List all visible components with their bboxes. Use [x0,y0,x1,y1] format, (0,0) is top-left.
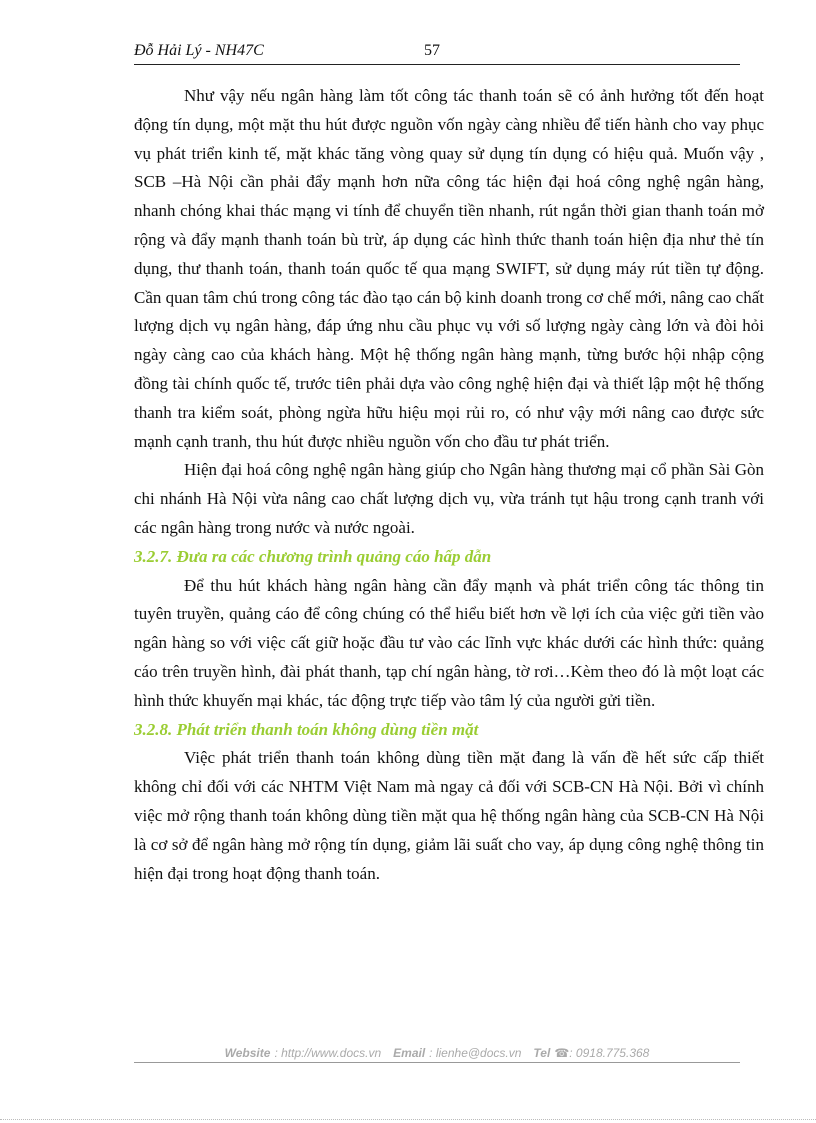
phone-icon: ☎ [554,1046,570,1060]
paragraph: Hiện đại hoá công nghệ ngân hàng giúp cho Ngân hàng thương mại cổ phần Sài Gòn chi nhánh Hà Nội vừa nâng cao chất lượng dịch vụ, vừa tránh tụt hậu trong cạnh tranh với các ngân hàng trong nước và nước ngoài. [134,460,764,537]
page-header [134,42,740,65]
footer-tel-label: Tel [533,1046,551,1060]
page-number: 57 [424,42,440,59]
footer-tel-value: : 0918.775.368 [569,1046,650,1060]
footer-email-label: Email [393,1046,426,1060]
section-heading-3-2-7: 3.2.7. Đưa ra các chương trình quảng cáo hấp dẫn [134,546,492,566]
footer-website-link[interactable]: : http://www.docs.vn [274,1046,382,1060]
paragraph: Như vậy nếu ngân hàng làm tốt công tác thanh toán sẽ có ảnh hưởng tốt đến hoạt động tín dụng, một mặt thu hút được nguồn vốn ngày càng nhiều để tiến hành cho vay phục vụ phát triển kinh tế, mặt khác tăng vòng quay sử dụng tín dụng có hiệu quả. Muốn vậy , SCB –Hà Nội cần phải đẩy mạnh hơn nữa công tác hiện đại hoá công nghệ ngân hàng, nhanh chóng khai thác mạng vi tính để chuyển tiền nhanh, rút ngắn thời gian thanh toán mở rộng và đẩy mạnh thanh toán bù trừ, áp dụng các hình thức thanh toán hiện địa như thẻ tín dụng, thư thanh toán, thanh toán quốc tế qua mạng SWIFT, sử dụng máy rút tiền tự động. Cần quan tâm chú trong công tác đào tạo cán bộ kinh doanh trong cơ chế mới, nâng cao chất lượng dịch vụ ngân hàng, đáp ứng nhu cầu phục vụ với số lượng ngày càng lớn và đòi hỏi ngày càng cao của khách hàng. Một hệ thống ngân hàng mạnh, từng bước hội nhập cộng đồng tài chính quốc tế, trước tiên phải dựa vào công nghệ hiện đại và thiết lập một hệ thống thanh tra kiểm soát, phòng ngừa hữu hiệu mọi rủi ro, có như vậy mới nâng cao được sức mạnh cạnh tranh, thu hút được nhiều nguồn vốn cho đầu tư phát triển. [134,86,764,451]
paragraph: Để thu hút khách hàng ngân hàng cần đẩy mạnh và phát triển công tác thông tin tuyên truyền, quảng cáo để công chúng có thể hiểu biết hơn về lợi ích của việc gửi tiền vào ngân hàng so với việc cất giữ hoặc đầu tư vào các lĩnh vực khác dưới các hình thức: quảng cáo trên truyền hình, đài phát thanh, tạp chí ngân hàng, tờ rơi…Kèm theo đó là một loạt các hình thức khuyến mại khác, tác động trực tiếp vào tâm lý của người gửi tiền. [134,575,764,710]
document-body [134,82,764,888]
page-footer [134,1044,740,1063]
paragraph: Việc phát triển thanh toán không dùng tiền mặt đang là vấn đề hết sức cấp thiết không chỉ đối với các NHTM Việt Nam mà ngay cả đối với SCB-CN Hà Nội. Bởi vì chính việc mở rộng thanh toán không dùng tiền mặt qua hệ thống ngân hàng của SCB-CN Hà Nội là cơ sở để ngân hàng mở rộng tín dụng, giảm lãi suất cho vay, áp dụng công nghệ thông tin hiện đại trong hoạt động thanh toán. [134,748,764,883]
section-heading-3-2-8: 3.2.8. Phát triển thanh toán không dùng tiền mặt [134,719,479,739]
page-edge-divider [0,1119,816,1120]
footer-email-link[interactable]: : lienhe@docs.vn [429,1046,522,1060]
header-author: Đỗ Hải Lý - NH47C [134,42,264,59]
footer-website-label: Website [224,1046,271,1060]
